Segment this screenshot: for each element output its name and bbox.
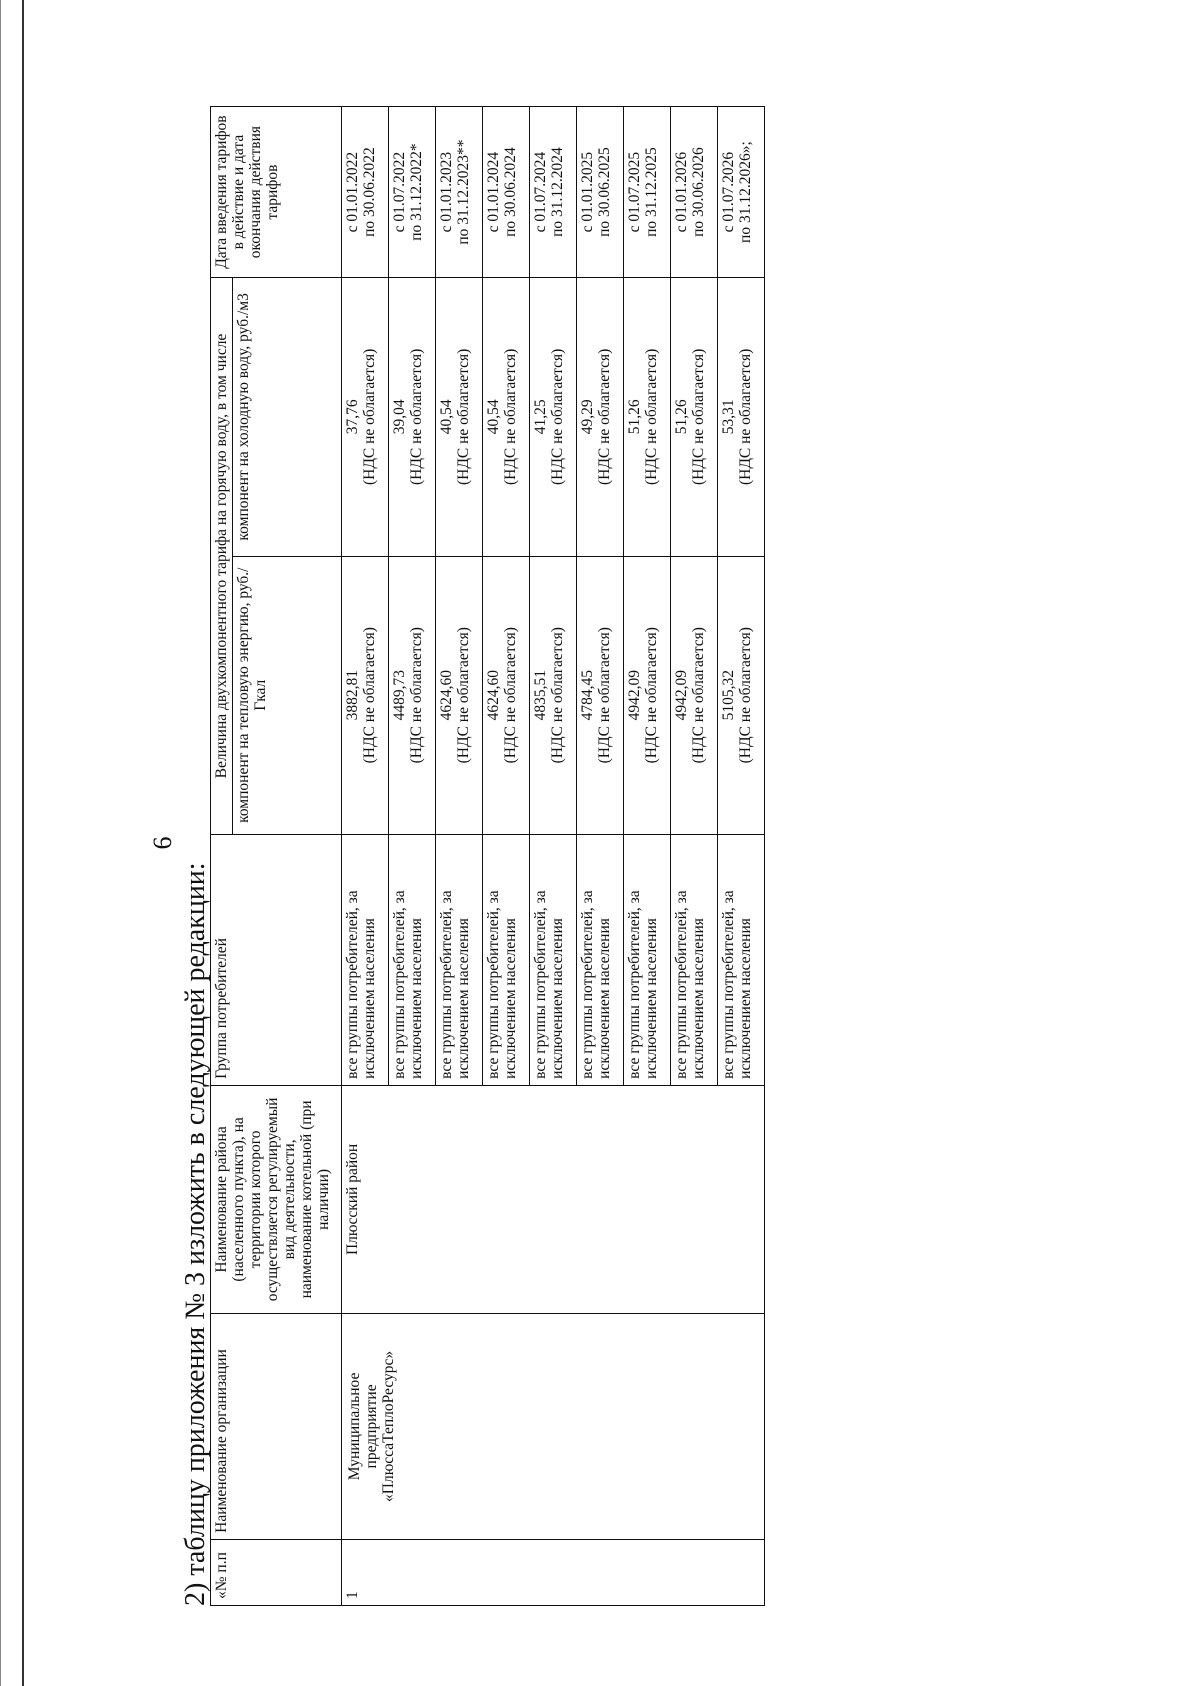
- cell-water: [530, 278, 577, 556]
- cell-water: [389, 278, 436, 556]
- date-from: с 01.01.2026: [673, 151, 690, 233]
- water-value: 41,25: [532, 399, 549, 435]
- header-tariff: Величина двухкомпонентного тарифа на горячую воду, в том числе: [211, 278, 233, 835]
- heat-vat-note: (НДС не облагается): [737, 627, 754, 764]
- heat-vat-note: (НДС не облагается): [502, 627, 519, 764]
- header-org: Наименование организации: [211, 1313, 342, 1539]
- heat-value: 4835,51: [532, 670, 549, 721]
- water-value: 49,29: [579, 399, 596, 435]
- water-vat-note: (НДС не облагается): [502, 348, 519, 486]
- cell-district: Плюсский район: [342, 1085, 765, 1313]
- cell-water: [483, 278, 530, 556]
- date-to: по 30.06.2024: [502, 147, 519, 237]
- heat-vat-note: (НДС не облагается): [690, 627, 707, 764]
- water-vat-note: (НДС не облагается): [737, 348, 754, 486]
- heat-value: 4489,73: [391, 670, 408, 721]
- cell-dates: [577, 107, 624, 278]
- date-to: по 31.12.2026»;: [737, 141, 754, 243]
- date-from: с 01.01.2022: [344, 151, 361, 233]
- cell-group: все группы потребителей, за исключением населения: [577, 834, 624, 1085]
- water-value: 37,76: [344, 399, 361, 435]
- water-vat-note: (НДС не облагается): [455, 348, 472, 486]
- cell-dates: [436, 107, 483, 278]
- date-to: по 31.12.2023**: [455, 139, 472, 245]
- date-to: по 30.06.2025: [596, 147, 613, 237]
- cell-group: все группы потребителей, за исключением населения: [530, 834, 577, 1085]
- water-vat-note: (НДС не облагается): [596, 348, 613, 486]
- heat-value: 4784,45: [579, 670, 596, 721]
- cell-group: все группы потребителей, за исключением населения: [624, 834, 671, 1085]
- cell-dates: [671, 107, 718, 278]
- heat-vat-note: (НДС не облагается): [455, 627, 472, 764]
- water-vat-note: (НДС не облагается): [408, 348, 425, 486]
- cell-group: все группы потребителей, за исключением населения: [718, 834, 765, 1085]
- date-from: с 01.07.2024: [532, 151, 549, 233]
- water-vat-note: (НДС не облагается): [690, 348, 707, 486]
- cell-num: 1: [342, 1539, 765, 1605]
- heat-value: 4942,09: [673, 670, 690, 721]
- cell-heat: [718, 556, 765, 834]
- water-value: 51,26: [626, 399, 643, 435]
- cell-water: [342, 278, 389, 556]
- date-from: с 01.01.2024: [485, 151, 502, 233]
- cell-heat: [671, 556, 718, 834]
- cell-group: все группы потребителей, за исключением населения: [436, 834, 483, 1085]
- header-heat: компонент на тепловую энергию, руб./Гкал: [233, 556, 342, 834]
- cell-dates: [718, 107, 765, 278]
- cell-org: Муниципальное предприятие «ПлюссаТеплоРесурс»: [342, 1313, 765, 1539]
- water-vat-note: (НДС не облагается): [549, 348, 566, 486]
- heat-vat-note: (НДС не облагается): [361, 627, 378, 764]
- table-body: [342, 107, 765, 1606]
- cell-heat: [624, 556, 671, 834]
- cell-heat: [342, 556, 389, 834]
- heat-value: 5105,32: [720, 670, 737, 721]
- cell-dates: [624, 107, 671, 278]
- date-to: по 30.06.2022: [361, 147, 378, 237]
- date-from: с 01.07.2026: [720, 151, 737, 233]
- heat-vat-note: (НДС не облагается): [596, 627, 613, 764]
- heat-value: 3882,81: [344, 670, 361, 721]
- cell-water: [671, 278, 718, 556]
- cell-heat: [483, 556, 530, 834]
- water-value: 53,31: [720, 399, 737, 435]
- header-row: [211, 107, 233, 1606]
- header-dates: Дата введения тарифов в действие и дата окончания действия тарифов: [211, 107, 342, 278]
- cell-dates: [389, 107, 436, 278]
- cell-heat: [389, 556, 436, 834]
- date-to: по 30.06.2026: [690, 147, 707, 237]
- cell-group: все группы потребителей, за исключением населения: [483, 834, 530, 1085]
- cell-heat: [577, 556, 624, 834]
- cell-group: все группы потребителей, за исключением населения: [342, 834, 389, 1085]
- cell-water: [577, 278, 624, 556]
- date-to: по 31.12.2025: [643, 147, 660, 237]
- heat-vat-note: (НДС не облагается): [549, 627, 566, 764]
- page-number: 6: [148, 836, 177, 850]
- date-to: по 31.12.2022*: [408, 143, 425, 241]
- tariff-table: [210, 106, 765, 1606]
- water-value: 40,54: [438, 399, 455, 435]
- date-from: с 01.01.2025: [579, 151, 596, 233]
- cell-water: [718, 278, 765, 556]
- water-value: 40,54: [485, 399, 502, 435]
- water-vat-note: (НДС не облагается): [361, 348, 378, 486]
- cell-water: [624, 278, 671, 556]
- cell-dates: [342, 107, 389, 278]
- heat-vat-note: (НДС не облагается): [408, 627, 425, 764]
- date-from: с 01.01.2023: [438, 151, 455, 233]
- header-num: «№ п.п: [211, 1539, 342, 1605]
- intro-text: 2) таблицу приложения № 3 изложить в следующей редакции:: [180, 862, 211, 1606]
- cell-heat: [530, 556, 577, 834]
- header-group: Группа потребителей: [211, 834, 342, 1085]
- date-from: с 01.07.2025: [626, 151, 643, 233]
- cell-heat: [436, 556, 483, 834]
- cell-dates: [483, 107, 530, 278]
- heat-value: 4624,60: [485, 670, 502, 721]
- header-water: компонент на холодную воду, руб./м3: [233, 278, 342, 556]
- cell-group: все группы потребителей, за исключением населения: [389, 834, 436, 1085]
- water-value: 39,04: [391, 399, 408, 435]
- water-value: 51,26: [673, 399, 690, 435]
- heat-vat-note: (НДС не облагается): [643, 627, 660, 764]
- header-district: Наименование района (населенного пункта), на территории которого осуществляется регулируемый вид деятельности, наименование котельной (при наличии): [211, 1085, 342, 1313]
- cell-water: [436, 278, 483, 556]
- date-from: с 01.07.2022: [391, 151, 408, 233]
- date-to: по 31.12.2024: [549, 147, 566, 237]
- heat-value: 4624,60: [438, 670, 455, 721]
- cell-group: все группы потребителей, за исключением населения: [671, 834, 718, 1085]
- water-vat-note: (НДС не облагается): [643, 348, 660, 486]
- cell-dates: [530, 107, 577, 278]
- heat-value: 4942,09: [626, 670, 643, 721]
- table-row: [342, 107, 389, 1606]
